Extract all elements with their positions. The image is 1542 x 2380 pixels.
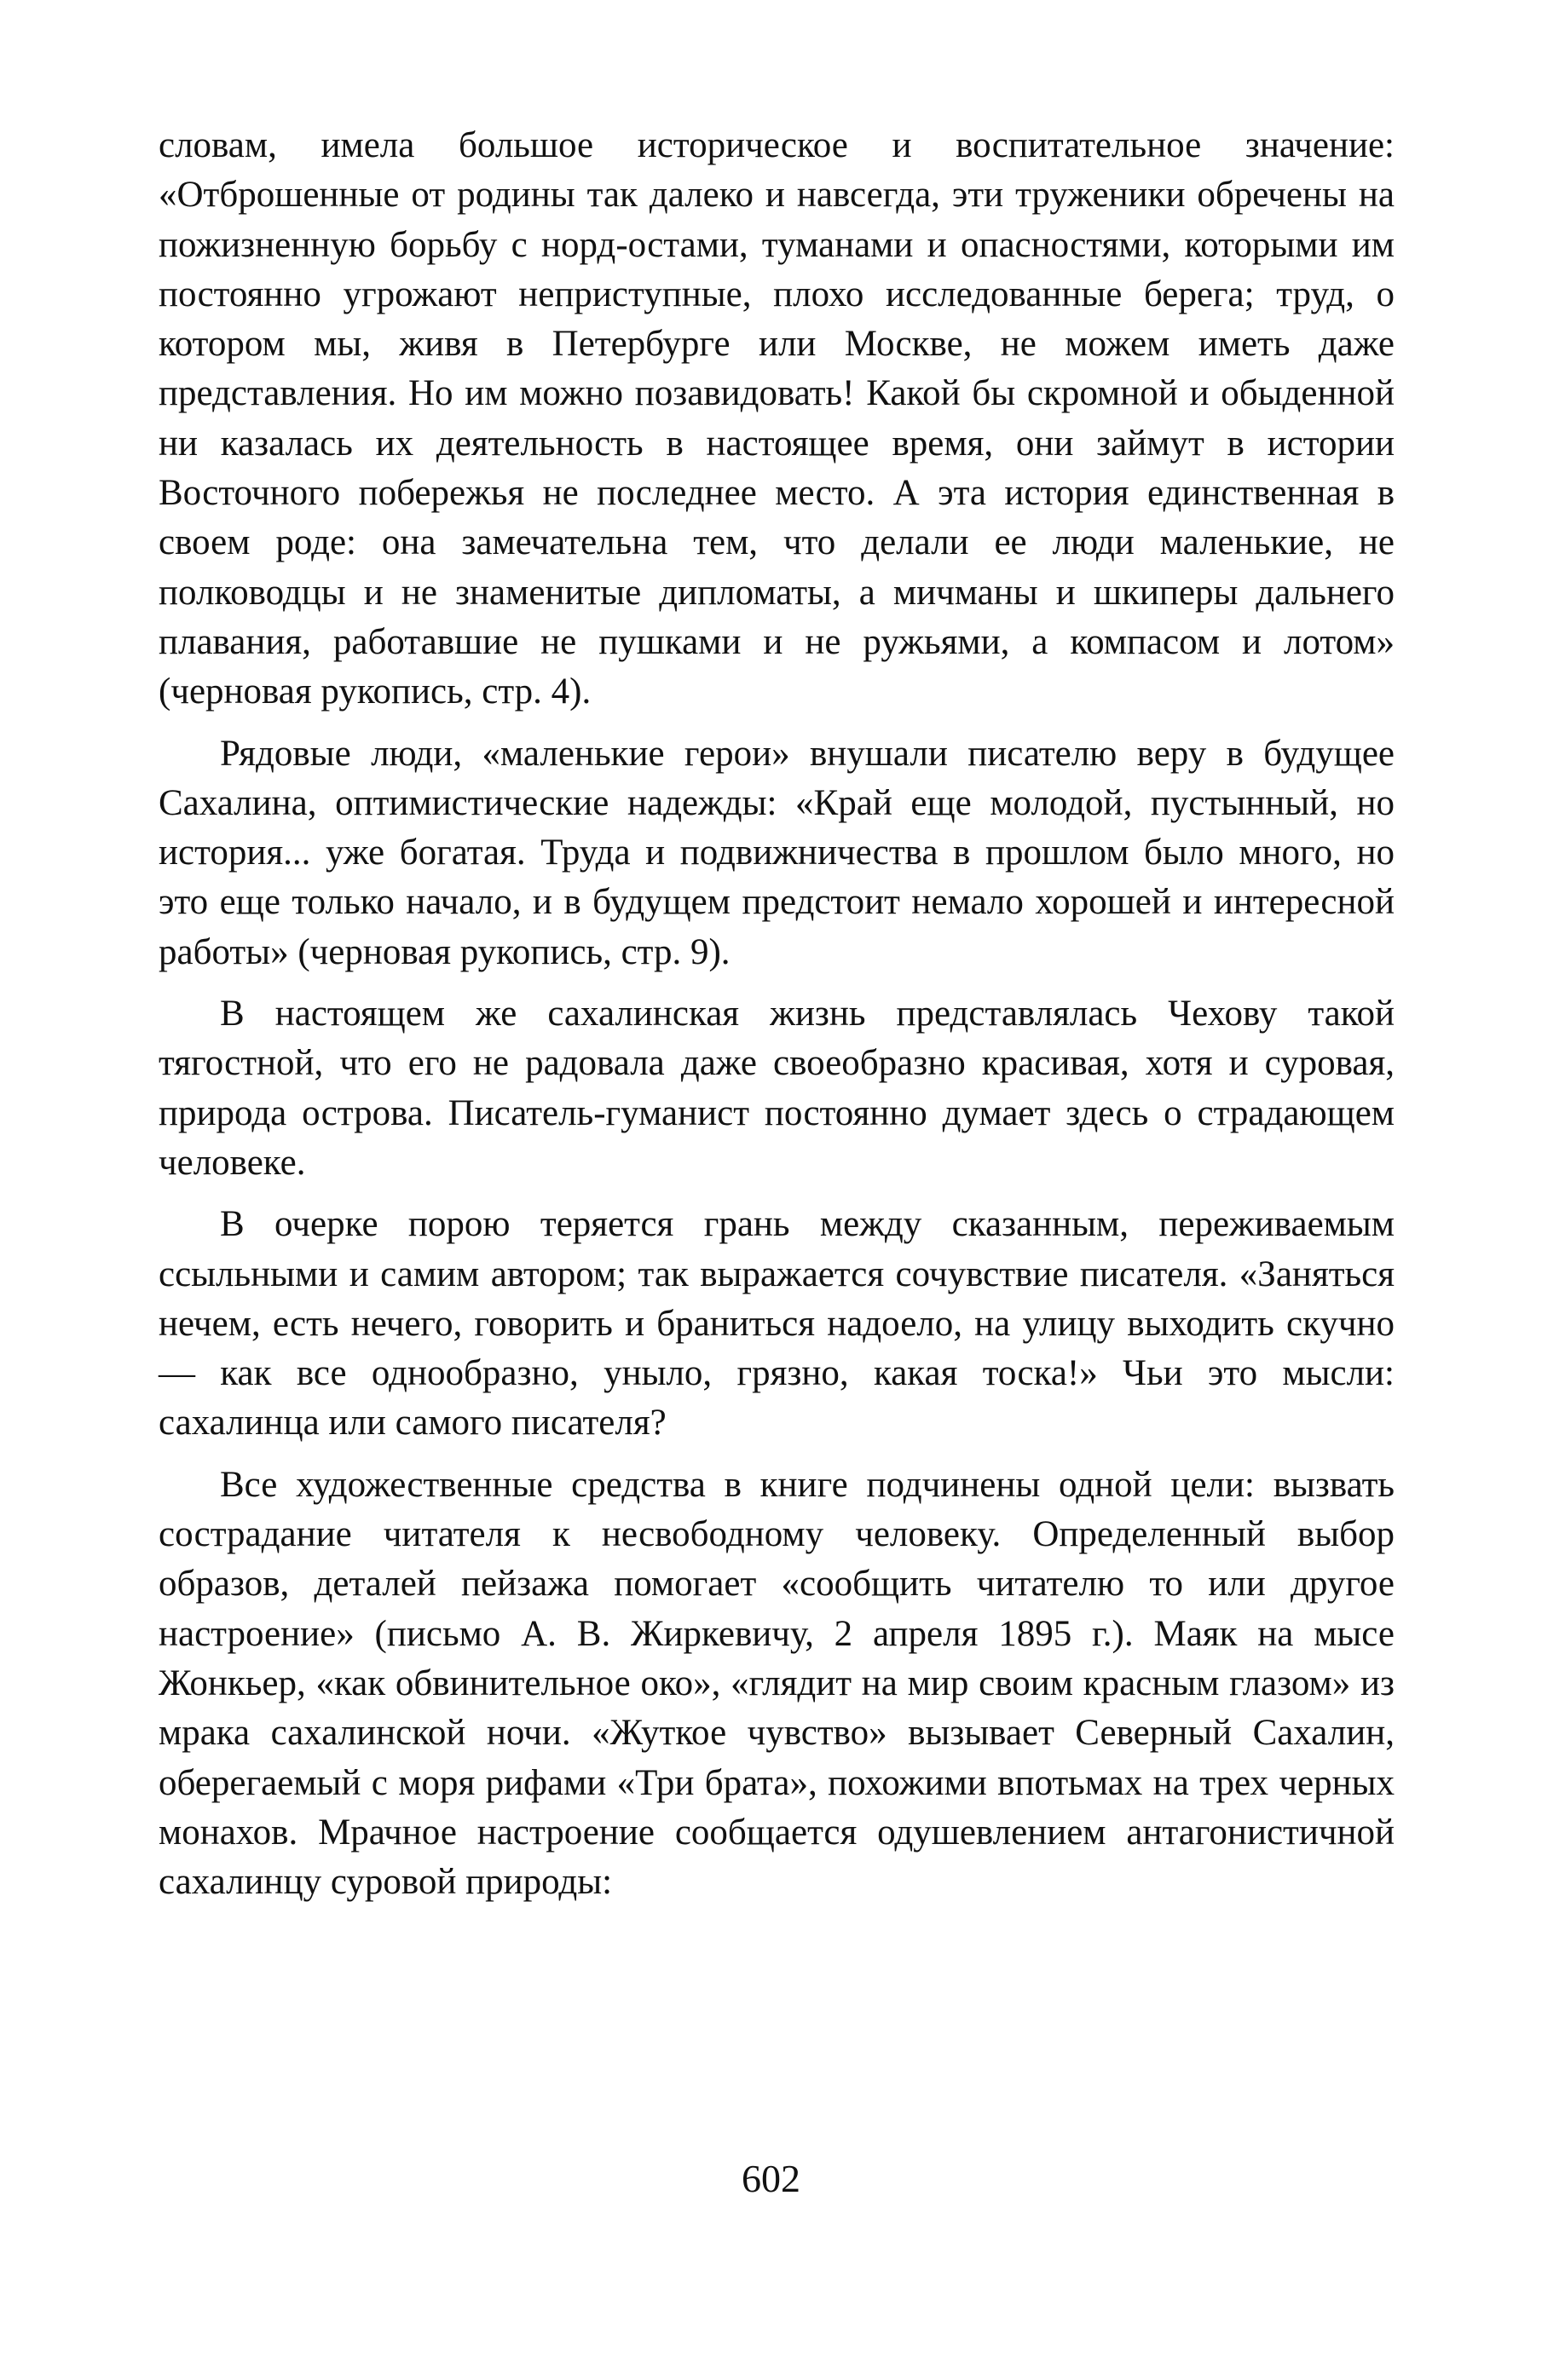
page-number: 602 (742, 2157, 800, 2200)
body-text (159, 121, 1395, 1907)
paragraph-present-life: В настоящем же сахалинская жизнь представлялась Чехову такой тягостной, что его не радовала даже своеобразно красивая, хотя и суровая, природа острова. Писатель-гуманист постоянно думает здесь о страдающем человеке. (159, 994, 1395, 1183)
paragraph-artistic-means: Все художественные средства в книге подчинены одной цели: вызвать сострадание читателя к несвободному человеку. Определенный выбор образов, деталей пейзажа помогает «сообщить читателю то или другое настроение» (письмо А. В. Жиркевичу, 2 апреля 1895 г.). Маяк на мысе Жонкьер, «как обвинительное око», «глядит на мир своим красным глазом» из мрака сахалинской ночи. «Жуткое чувство» вызывает Северный Сахалин, оберегаемый с моря рифами «Три брата», похожими впотьмах на трех черных монахов. Мрачное настроение сообщается одушевлением антагонистичной сахалинцу суровой природы: (159, 1464, 1395, 1903)
paragraph-ordinary-people: Рядовые люди, «маленькие герои» внушали писателю веру в будущее Сахалина, оптимистические надежды: «Край еще молодой, пустынный, но история... уже богатая. Труда и подвижничества в прошлом было много, но это еще только начало, и в будущем предстоит немало хорошей и интересной работы» (черновая рукопись, стр. 9). (159, 733, 1395, 972)
paragraph-sympathy: В очерке порою теряется грань между сказанным, переживаемым ссыльными и самим автором; так выражается сочувствие писателя. «Заняться нечем, есть нечего, говорить и браниться надоело, на улицу выходить скучно — как все однообразно, уныло, грязно, какая тоска!» Чьи это мысли: сахалинца или самого писателя? (159, 1204, 1395, 1444)
paragraph-continued: словам, имела большое историческое и воспитательное значение: «Отброшенные от родины так далеко и навсегда, эти труженики обречены на пожизненную борьбу с норд-остами, туманами и опасностями, которыми им постоянно угрожают неприступные, плохо исследованные берега; труд, о котором мы, живя в Петербурге или Москве, не можем иметь даже представления. Но им можно позавидовать! Какой бы скромной и обыденной ни казалась их деятельность в настоящее время, они займут в истории Восточного побережья не последнее место. А эта история единственная в своем роде: она замечательна тем, что делали ее люди маленькие, не полководцы и не знаменитые дипломаты, а мичманы и шкиперы дальнего плавания, работавшие не пушками и не ружьями, а компасом и лотом» (черновая рукопись, стр. 4). (159, 125, 1395, 712)
